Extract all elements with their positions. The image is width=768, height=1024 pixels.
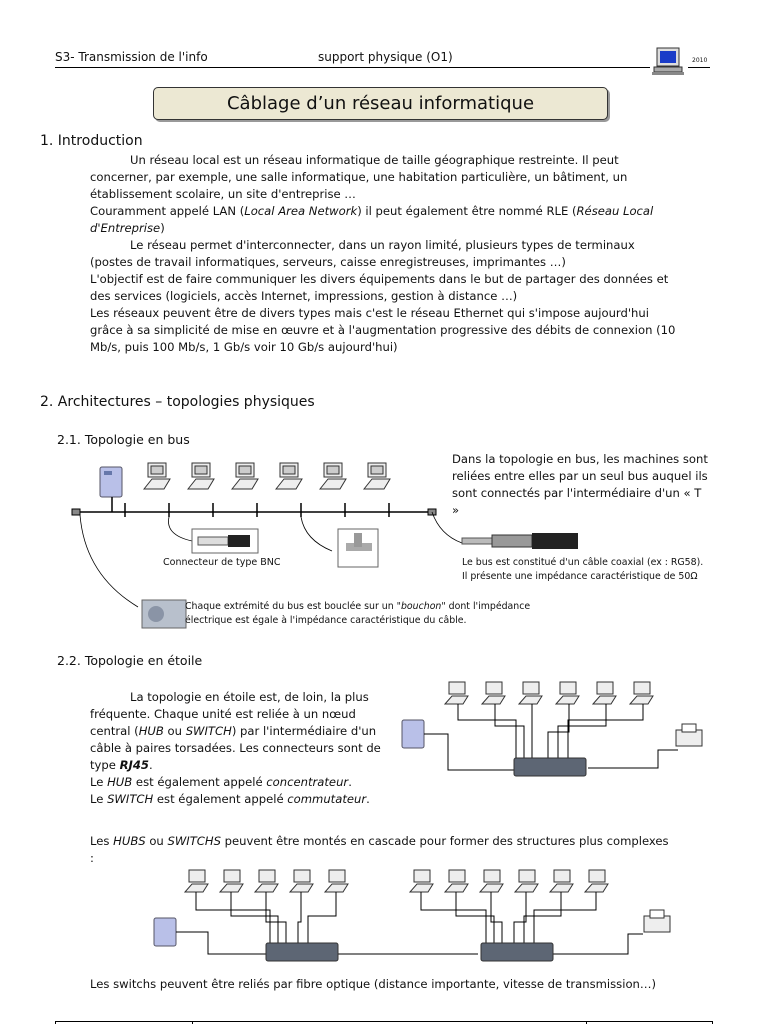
- cascade-text: Les HUBS ou SWITCHS peuvent être montés en cascade pour former des structures plus complexes :: [90, 834, 669, 865]
- rle-term: Réseau Local d'Entreprise: [90, 204, 654, 235]
- terminator-left: [72, 509, 80, 515]
- table-top-border: [55, 1021, 713, 1022]
- bouchon-caption: Chaque extrémité du bus est bouclée sur un "bouchon" dont l'impédance électrique est égale à l'impédance caractéristique du câble.: [185, 601, 531, 626]
- intro-p3: Le réseau permet d'interconnecter, dans un rayon limité, plusieurs types de terminaux (postes de travail informatiques, serveurs, caisse enregistreuses, imprimantes …): [90, 238, 635, 269]
- bus-desc: Dans la topologie en bus, les machines sont reliées entre elles par un seul bus auquel ils sont connectés par l'intermédiaire d'un « T »: [452, 452, 708, 517]
- page-title: Câblage d’un réseau informatique: [153, 87, 608, 120]
- computer-logo-icon: [651, 47, 685, 81]
- section-2-heading: 2. Architectures – topologies physiques: [40, 394, 315, 410]
- star-diagram: [398, 680, 718, 785]
- star-heading: 2.2. Topologie en étoile: [57, 653, 203, 668]
- t-connector-image: [338, 529, 378, 567]
- intro-text: [90, 152, 680, 356]
- header-year: 2010: [692, 57, 708, 64]
- section-1-heading: 1. Introduction: [40, 133, 143, 149]
- coax-cable-image: [460, 528, 580, 554]
- workstation-icons: [144, 463, 390, 489]
- bus-heading: 2.1. Topologie en bus: [57, 432, 190, 447]
- intro-p5: Les réseaux peuvent être de divers types mais c'est le réseau Ethernet qui s'impose aujourd'hui grâce à sa simplicité de mise en œuvre et à l'augmentation progressive des débits de connexion (10 Mb/s, puis 100 Mb/s, 1 Gb/s voir 10 Gb/s aujourd'hui): [90, 306, 676, 354]
- server-icon: [100, 467, 122, 497]
- star-text: La topologie en étoile est, de loin, la plus fréquente. Chaque unité est reliée à un nœud central (HUB ou SWITCH) par l'intermédiaire d'un câble à paires torsadées. Les connecteurs sont de type RJ45. Le HUB est également appelé concentrateur. Le SWITCH est également appelé commutateur.: [90, 690, 381, 806]
- intro-p4: L'objectif est de faire communiquer les divers équipements dans le but de partager des données et des services (logiciels, accès Internet, impressions, gestion à distance …): [90, 272, 669, 303]
- header-left: S3- Transmission de l'info: [55, 50, 208, 64]
- bus-cable: [78, 497, 432, 517]
- fibre-text: Les switchs peuvent être reliés par fibre optique (distance importante, vitesse de transmission…): [90, 977, 657, 991]
- intro-p2: Couramment appelé LAN (Local Area Network) il peut également être nommé RLE (Réseau Local d'Entreprise): [90, 204, 654, 235]
- bnc-caption: Connecteur de type BNC: [163, 557, 281, 568]
- cascade-diagram: [148, 868, 678, 973]
- bouchon-image: [142, 600, 186, 628]
- header-rule: [55, 67, 650, 68]
- header-center: support physique (O1): [318, 50, 453, 64]
- coax-caption: Le bus est constitué d'un câble coaxial (ex : RG58). Il présente une impédance caractéristique de 50Ω: [462, 557, 704, 582]
- intro-p1: Un réseau local est un réseau informatique de taille géographique restreinte. Il peut concerner, par exemple, une salle informatique, une habitation particulière, un bâtiment, un établissement scolaire, un site d'entreprise …: [90, 153, 628, 201]
- lan-term: Local Area Network: [244, 204, 358, 218]
- header-rule-right: [688, 67, 710, 68]
- bnc-connector-image: [192, 529, 258, 553]
